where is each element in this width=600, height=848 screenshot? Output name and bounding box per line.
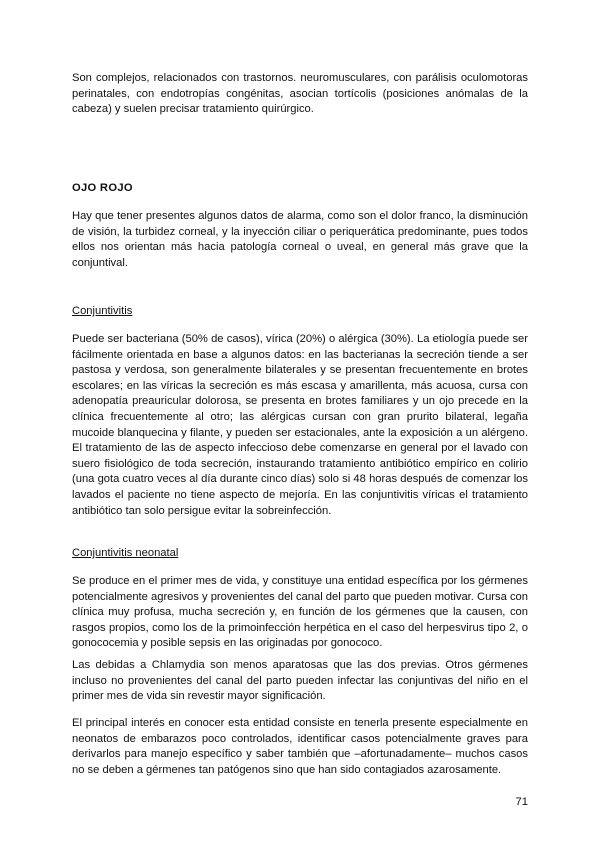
conjuntivitis-heading: Conjuntivitis — [72, 305, 133, 317]
conjuntivitis-paragraph: Puede ser bacteriana (50% de casos), vírica (20%) o alérgica (30%). La etiología puede ser fácilmente orientada en base a algunos datos: en las bacterianas la secreción tiende a ser pastosa y verdosa, son generalmente bilaterales y se presentan frecuentemente en brotes escolares; en las víricas la secreción es más escasa y amarillenta, más acuosa, cursa con adenopatía preauricular dolorosa, se presenta en brotes familiares y un ojo precede en la clínica frecuentemente al otro; las alérgicas cursan con gran prurito bilateral, legaña mucoide blanquecina y filante, y pueden ser estacionales, ante la exposición a un alérgeno. El tratamiento de las de aspecto infeccioso debe comenzarse en general por el lavado con suero fisiológico de toda secreción, instaurando tratamiento antibiótico empírico en colirio (una gota cuatro veces al día durante cinco días) solo si 48 horas después de comenzar los lavados el paciente no tiene aspecto de mejoría. En las conjuntivitis víricas el tratamiento antibiótico tan solo persigue evitar la sobreinfección. — [72, 333, 528, 517]
neonatal-paragraph-3: El principal interés en conocer esta entidad consiste en tenerla presente especialmente en neonatos de embarazos poco controlados, identificar casos potencialmente graves para derivarlos para manejo específico y saber también que –afortunadamente– muchos casos no se deben a gérmenes tan patógenos sino que han sido contagiados azarosamente. — [72, 717, 528, 776]
intro-paragraph: Son complejos, relacionados con trastornos. neuromusculares, con parálisis oculomotoras perinatales, con endotropías congénitas, asocian tortícolis (posiciones anómalas de la cabeza) y suelen precisar tratamiento quirúrgico. — [72, 72, 528, 116]
neonatal-heading-row — [72, 546, 528, 562]
section-heading-ojo-rojo: OJO ROJO — [72, 182, 133, 194]
page-number: 71 — [515, 796, 528, 808]
conjuntivitis-heading-row — [72, 304, 528, 320]
neonatal-paragraph-1: Se produce en el primer mes de vida, y constituye una entidad específica por los gérmenes potencialmente agresivos y provenientes del canal del parto que pueden motivar. Cursa con clínica muy profusa, mucha secreción y, en función de los gérmenes que la causen, con rasgos propios, como los de la primoinfección herpética en el caso del herpesvirus tipo 2, o gonococemia y posible sepsis en las originadas por gonococo. — [72, 575, 528, 650]
neonatal-heading: Conjuntivitis neonatal — [72, 547, 179, 559]
neonatal-paragraph-2: Las debidas a Chlamydia son menos aparatosas que las dos previas. Otros gérmenes incluso no provenientes del canal del parto pueden infectar las conjuntivas del niño en el primer mes de vida sin revestir mayor significación. — [72, 659, 528, 703]
ojo-rojo-paragraph: Hay que tener presentes algunos datos de alarma, como son el dolor franco, la disminución de visión, la turbidez corneal, y la inyección ciliar o periquerática predominante, pues todos ellos nos orientan más hacia patología corneal o uveal, en general más grave que la conjuntival. — [72, 210, 528, 269]
